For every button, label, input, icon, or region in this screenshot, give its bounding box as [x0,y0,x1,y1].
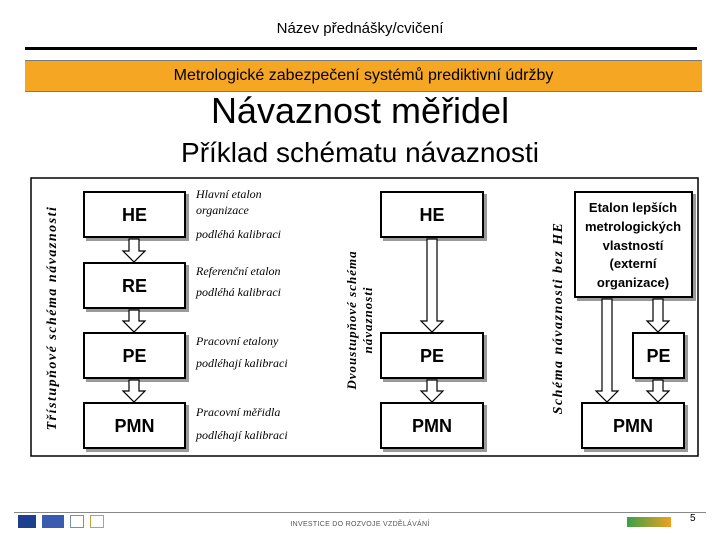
column2-box-he-label: HE [419,205,445,225]
annotation-pmn-line2: podléhají kalibraci [196,428,288,442]
column2-box-he [381,192,483,237]
annotation-he-line1: Hlavní etalon [196,187,262,201]
arrow-icon [596,299,618,402]
annotation-pmn-line1: Pracovní měřidla [196,405,281,419]
column1-box-pmn-label: PMN [114,416,155,436]
external-box-line4: (externí [609,256,657,271]
partner-logo-icon [627,517,671,527]
column2-vertical-label-line1: Dvoustupňové schéma [344,250,359,390]
header-title: Název přednášky/cvičení [276,20,444,37]
annotation-pe-line1: Pracovní etalony [196,334,279,348]
external-box-line2: metrologických [584,219,682,234]
arrow-icon [421,239,443,332]
column3-external-box [575,192,692,297]
arrow-icon [123,239,145,262]
page-number: 5 [690,513,696,524]
column3-vertical-label: Schéma návaznosti bez HE [551,221,566,415]
column3-box-pmn-label: PMN [613,416,653,436]
column2-vertical-label-line2: návaznosti [360,286,375,354]
arrow-icon [123,380,145,402]
column3-box-pe [633,333,684,378]
column3-box-pe-label: PE [646,346,671,366]
annotation-he-line3: podléhá kalibraci [196,227,281,241]
column1-box-he-label: HE [121,205,148,225]
column2-box-pmn [381,403,483,448]
arrow-icon [421,380,443,402]
arrow-icon [647,380,669,402]
annotation-he-line2: organizace [196,203,249,217]
subtitle-text: Metrologické zabezpečení systémů prediktivní údržby [173,67,554,84]
column1-vertical-label: Třístupňové schéma návaznosti [45,205,60,431]
column2-box-pe [381,333,483,378]
column3-box-pmn [582,403,684,448]
column2-box-pmn-label: PMN [412,416,452,436]
column1-box-he [84,192,185,237]
main-heading: Návaznost měřidel [210,90,510,131]
footer-text: INVESTICE DO ROZVOJE VZDĚLÁVÁNÍ [290,521,430,528]
column1-box-pe-label: PE [122,346,147,366]
column2-box-pe-label: PE [419,346,445,366]
external-box-line1: Etalon lepších [588,200,678,215]
footer-divider [14,512,706,513]
sub-heading: Příklad schématu návaznosti [181,137,539,168]
arrow-icon [123,310,145,332]
annotation-re-line1: Referenční etalon [196,264,281,278]
column1-box-re [84,263,185,308]
column1-box-pmn [84,403,185,448]
external-box-line5: organizace) [596,275,670,290]
column1-box-re-label: RE [121,276,148,296]
external-box-line3: vlastností [602,238,664,253]
arrow-icon [647,299,669,332]
column1-box-pe [84,333,185,378]
annotation-re-line2: podléhá kalibraci [196,285,281,299]
annotation-pe-line2: podléhají kalibraci [196,356,288,370]
